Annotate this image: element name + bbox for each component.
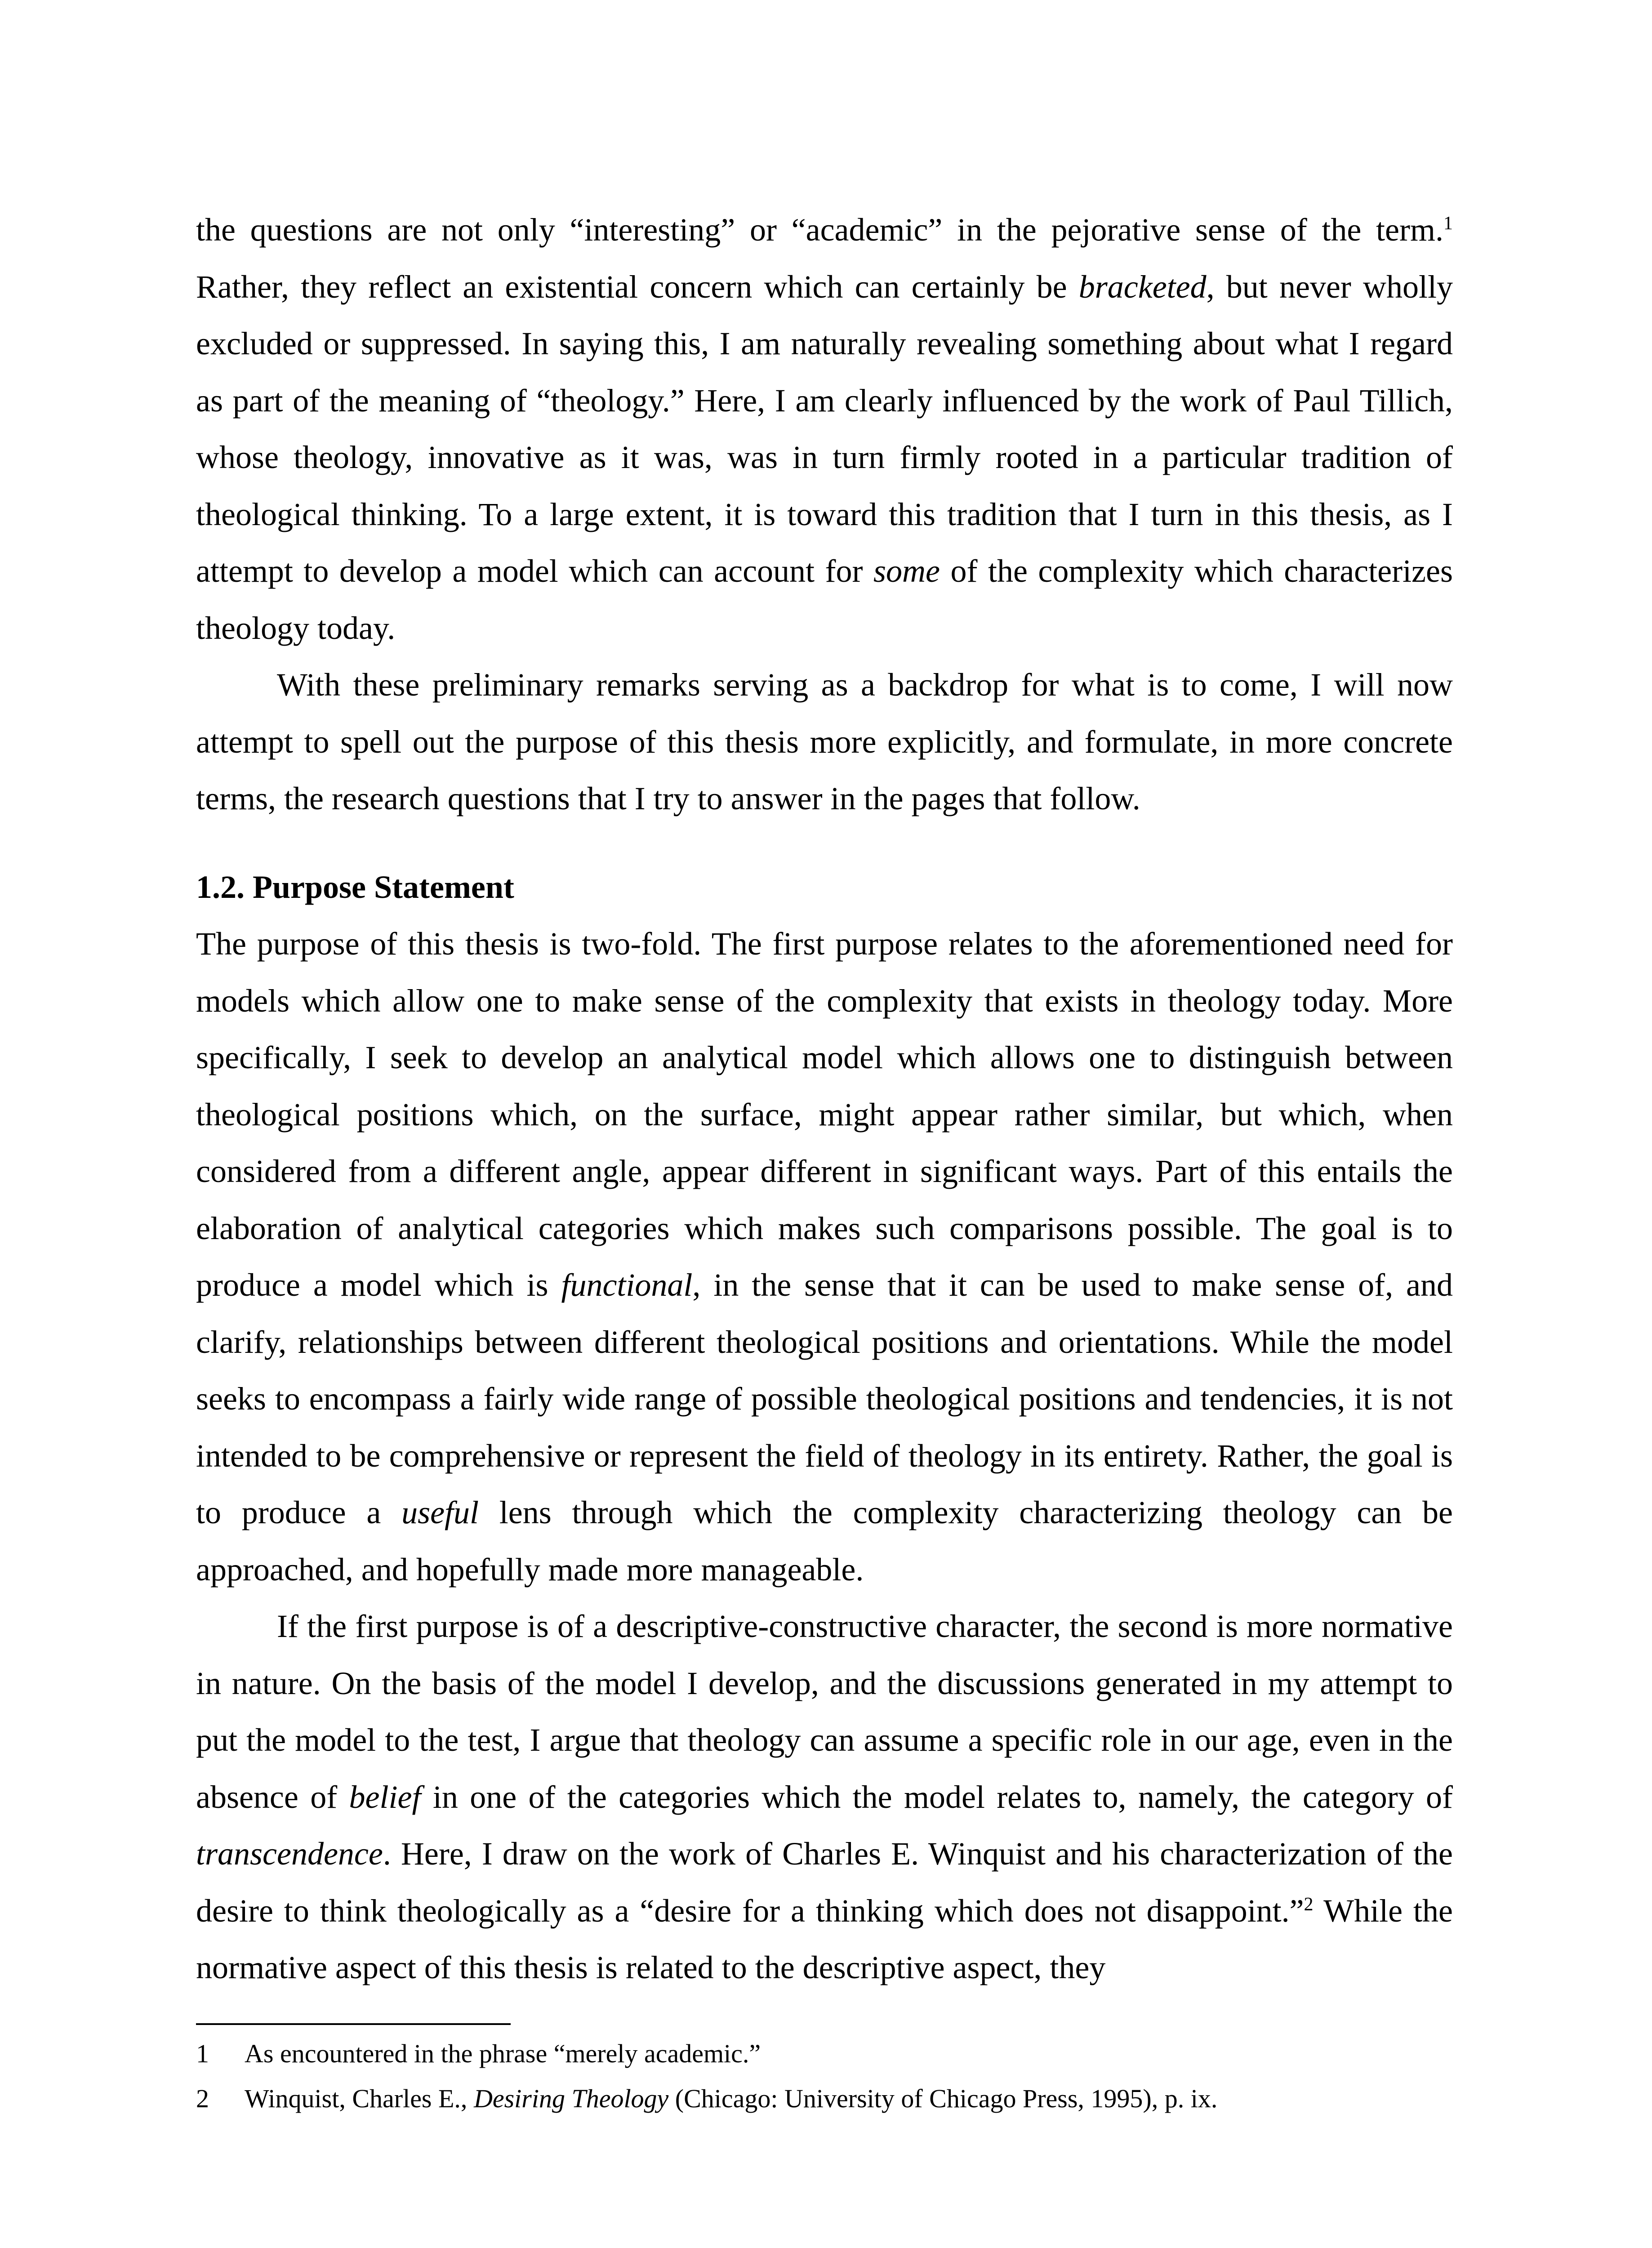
footnote-ref-2[interactable]: 2 — [1304, 1894, 1314, 1915]
paragraph-3-text-b: , in the sense that it can be used to make sense of, and clarify, relationships between different theological positions and orientations. While the model seeks to encompass a fairly wide range of possible theological positions and tendencies, it is not intended to be comprehensive or represent the field of theology in its entirety. Rather, the goal is to produce a — [196, 1267, 1453, 1530]
paragraph-4-text-c: . Here, I draw on the work of Charles E. Winquist and his characterization of the desire to think theologically as a “desire for a thinking which does not disappoint.” — [196, 1836, 1453, 1929]
paragraph-4-emphasis-transcendence: transcendence — [196, 1836, 383, 1872]
footnote-1-text: As encountered in the phrase “merely academic.” — [245, 2038, 761, 2068]
footnote-2-text-pre: Winquist, Charles E., — [245, 2083, 474, 2113]
paragraph-3-emphasis-functional: functional — [561, 1267, 693, 1303]
page-body — [196, 201, 1453, 2121]
footnote-ref-1[interactable]: 1 — [1443, 213, 1453, 234]
paragraph-4 — [196, 1598, 1453, 1996]
footnote-2-content — [245, 2076, 1217, 2121]
paragraph-2: With these preliminary remarks serving as a backdrop for what is to come, I will now attempt to spell out the purpose of this thesis more explicitly, and formulate, in more concrete terms, the research questions that I try to answer in the pages that follow. — [196, 667, 1453, 816]
footnote-2-book-title: Desiring Theology — [473, 2083, 669, 2113]
paragraph-3 — [196, 915, 1453, 1598]
paragraph-1-text-c: , but never wholly excluded or suppressed. In saying this, I am naturally revealing something about what I regard as part of the meaning of “theology.” Here, I am clearly influenced by the work of Paul Tillich, whose theology, innovative as it was, was in turn firmly rooted in a particular tradition of theological thinking. To a large extent, it is toward this tradition that I turn in this thesis, as I attempt to develop a model which can account for — [196, 268, 1453, 589]
paragraph-4-emphasis-belief: belief — [349, 1779, 421, 1815]
footnote-1-number: 1 — [196, 2038, 209, 2068]
paragraph-1-text-b: Rather, they reflect an existential concern which can certainly be — [196, 268, 1079, 305]
paragraph-1-emphasis-some: some — [873, 553, 940, 589]
paragraph-1-emphasis-bracketed: bracketed — [1078, 268, 1207, 305]
paragraph-3-text-c: lens through which the complexity characterizing theology can be approached, and hopefully made more manageable. — [196, 1494, 1453, 1588]
paragraph-1-text-a: the questions are not only “interesting” or “academic” in the pejorative sense of the term. — [196, 212, 1443, 248]
paragraph-1-text-d: of the complexity which characterizes theology today. — [196, 553, 1453, 646]
footnote-2 — [196, 2076, 1453, 2121]
footnote-1 — [196, 2031, 1453, 2076]
section-heading: 1.2. Purpose Statement — [196, 869, 514, 905]
footnote-2-text-post: (Chicago: University of Chicago Press, 1995), p. ix. — [668, 2083, 1218, 2113]
footnote-separator — [196, 2023, 511, 2025]
footnote-2-number: 2 — [196, 2083, 209, 2113]
paragraph-3-text-a: The purpose of this thesis is two-fold. The first purpose relates to the aforementioned need for models which allow one to make sense of the complexity that exists in theology today. More specifically, I seek to develop an analytical model which allows one to distinguish between theological positions which, on the surface, might appear rather similar, but which, when considered from a different angle, appear different in significant ways. Part of this entails the elaboration of analytical categories which makes such comparisons possible. The goal is to produce a model which is — [196, 926, 1453, 1303]
paragraph-4-text-d: While the normative aspect of this thesis is related to the descriptive aspect, they — [196, 1892, 1453, 1985]
paragraph-3-emphasis-useful: useful — [401, 1494, 479, 1530]
paragraph-4-text-b: in one of the categories which the model relates to, namely, the category of — [421, 1779, 1453, 1815]
paragraph-1 — [196, 201, 1453, 656]
paragraph-4-text-a: If the first purpose is of a descriptive-constructive character, the second is more normative in nature. On the basis of the model I develop, and the discussions generated in my attempt to put the model to the test, I argue that theology can assume a specific role in our age, even in the absence of — [196, 1608, 1453, 1815]
